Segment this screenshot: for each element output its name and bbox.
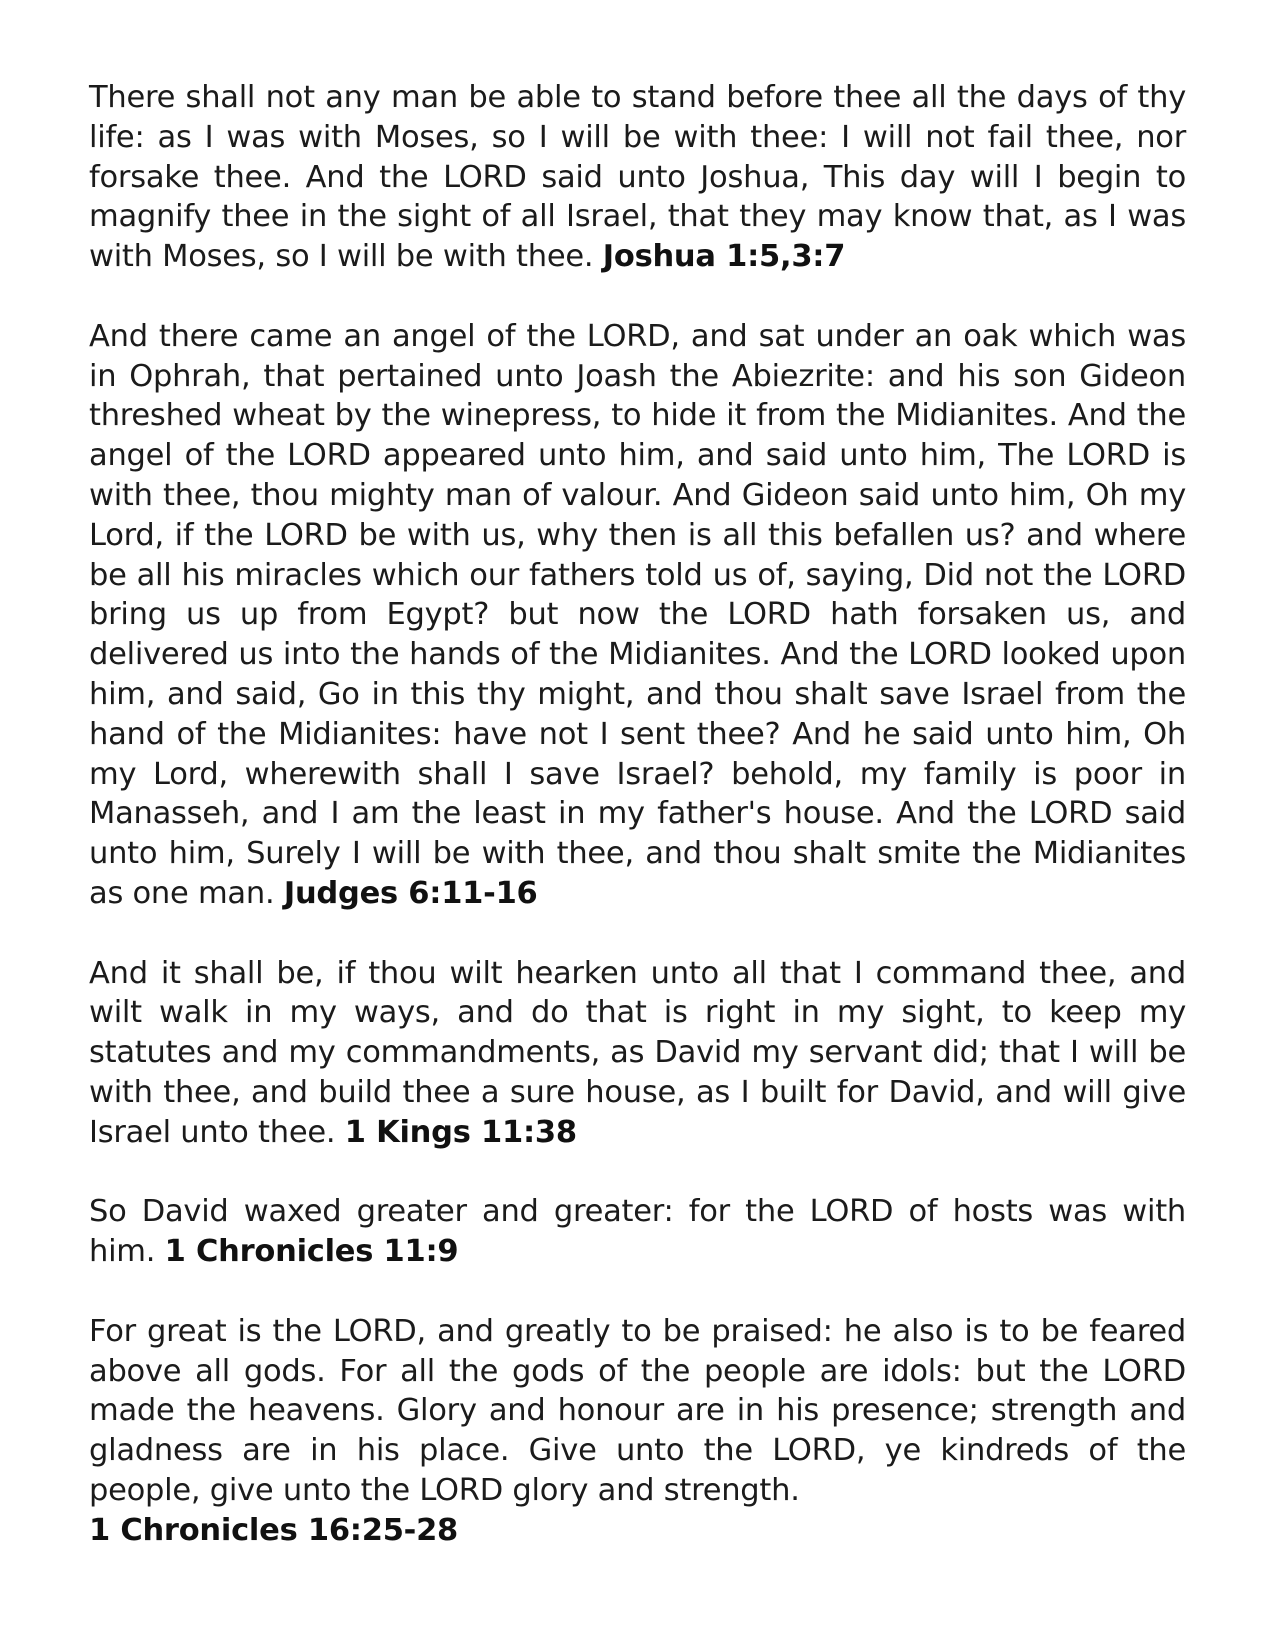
passage-judges [89,317,1186,914]
passage-1-chronicles-16 [89,1312,1186,1551]
passage-text: For great is the LORD, and greatly to be praised: he also is to be feared above all gods. For all the gods of the people are idols: but the LORD made the heavens. Glory and honour are in his presence; strength and gladness are in his place. Give unto the LORD, ye kindreds of the people, give unto the LORD glory and strength. [89,1313,1186,1508]
passage-reference: Judges 6:11-16 [283,875,538,911]
passage-reference: 1 Chronicles 11:9 [164,1234,459,1270]
passage-reference: 1 Kings 11:38 [344,1114,577,1150]
passage-text: And there came an angel of the LORD, and sat under an oak which was in Ophrah, that pertained unto Joash the Abiezrite: and his son Gideon threshed wheat by the winepress, to hide it from the Midianites. And the angel of the LORD appeared unto him, and said unto him, The LORD is with thee, thou mighty man of valour. And Gideon said unto him, Oh my Lord, if the LORD be with us, why then is all this befallen us? and where be all his miracles which our fathers told us of, saying, Did not the LORD bring us up from Egypt? but now the LORD hath forsaken us, and delivered us into the hands of the Midianites. And the LORD looked upon him, and said, Go in this thy might, and thou shalt save Israel from the hand of the Midianites: have not I sent thee? And he said unto him, Oh my Lord, wherewith shall I save Israel? behold, my family is poor in Manasseh, and I am the least in my father's house. And the LORD said unto him, Surely I will be with thee, and thou shalt smite the Midianites as one man. [89,318,1186,911]
passage-text: There shall not any man be able to stand before thee all the days of thy life: as I was with Moses, so I will be with thee: I will not fail thee, nor forsake thee. And the LORD said unto Joshua, This day will I begin to magnify thee in the sight of all Israel, that they may know that, as I was with Moses, so I will be with thee. [89,80,1186,275]
passage-1-chronicles-11 [89,1192,1186,1272]
passage-text: So David waxed greater and greater: for the LORD of hosts was with him. [89,1194,1186,1270]
passage-reference: 1 Chronicles 16:25-28 [89,1512,459,1548]
passage-1-kings [89,954,1186,1153]
passage-text: And it shall be, if thou wilt hearken unto all that I command thee, and wilt walk in my ways, and do that is right in my sight, to keep my statutes and my commandments, as David my servant did; that I will be with thee, and build thee a sure house, as I built for David, and will give Israel unto thee. [89,955,1186,1150]
scripture-page [89,78,1186,1550]
passage-reference: Joshua 1:5,3:7 [602,239,846,275]
passage-joshua [89,78,1186,277]
